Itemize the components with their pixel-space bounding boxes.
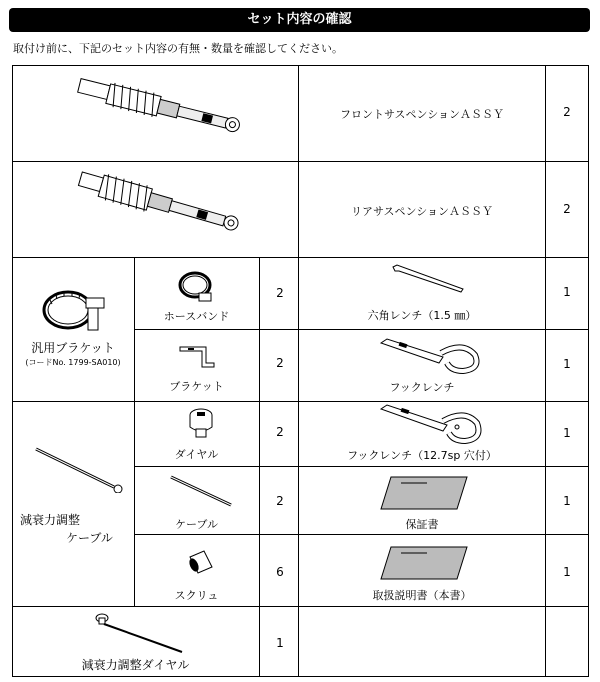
screw-qty: 6	[276, 565, 284, 579]
hex-wrench-label: 六角レンチ（1.5 ㎜）	[367, 309, 477, 322]
dial-label: ダイヤル	[174, 448, 219, 461]
hook-wrench-qty: 1	[563, 357, 571, 371]
hook-wrench-label: フックレンチ	[389, 381, 455, 394]
dial-qty: 2	[276, 425, 284, 439]
hose-band-label: ホースバンド	[163, 310, 230, 323]
manual-qty: 1	[563, 565, 571, 579]
damper-dial-icon	[92, 610, 192, 655]
damper-dial-qty: 1	[276, 636, 284, 650]
hose-band-icon	[177, 267, 217, 305]
damper-dial-label: 減衰力調整ダイヤル	[81, 658, 190, 672]
front-suspension-label: フロントサスペンションＡＳＳＹ	[339, 108, 505, 121]
bracket-group-code: (コードNo. 1799-SA010)	[25, 358, 121, 367]
warranty-document-icon	[377, 475, 472, 511]
cable-qty: 2	[276, 494, 284, 508]
bracket-icon	[176, 343, 218, 369]
cable-icon	[167, 473, 237, 509]
front-suspension-qty: 2	[563, 105, 571, 119]
rear-suspension-icon	[67, 164, 252, 254]
rear-suspension-qty: 2	[563, 202, 571, 216]
front-suspension-icon	[67, 68, 252, 158]
bracket-clamp-icon	[40, 280, 110, 340]
screw-label: スクリュ	[174, 589, 219, 602]
intro-text: 取付け前に、下記のセット内容の有無・数量を確認してください。	[13, 42, 343, 55]
page-title: セット内容の確認	[9, 8, 590, 32]
manual-document-icon	[377, 545, 472, 581]
cable-label: ケーブル	[174, 518, 218, 531]
damper-cable-label-1: 減衰力調整	[20, 513, 81, 527]
hook-wrench-holes-qty: 1	[563, 426, 571, 440]
warranty-qty: 1	[563, 494, 571, 508]
hex-wrench-icon	[387, 263, 467, 293]
contents-table	[12, 65, 589, 677]
hook-wrench-holes-icon	[377, 403, 487, 447]
hex-wrench-qty: 1	[563, 285, 571, 299]
bracket-qty: 2	[276, 356, 284, 370]
bracket-label: ブラケット	[169, 380, 224, 393]
manual-label: 取扱説明書（本書）	[372, 589, 472, 602]
hook-wrench-icon	[377, 335, 487, 375]
dial-icon	[186, 407, 216, 441]
warranty-label: 保証書	[405, 518, 439, 531]
screw-icon	[186, 547, 216, 577]
hook-wrench-holes-label: フックレンチ（12.7sp 穴付）	[347, 449, 497, 462]
damper-cable-icon	[30, 443, 130, 493]
rear-suspension-label: リアサスペンションＡＳＳＹ	[350, 205, 494, 218]
hose-band-qty: 2	[276, 286, 284, 300]
bracket-group-label: 汎用ブラケット	[31, 341, 115, 355]
damper-cable-label-2: ケーブル	[66, 531, 113, 545]
